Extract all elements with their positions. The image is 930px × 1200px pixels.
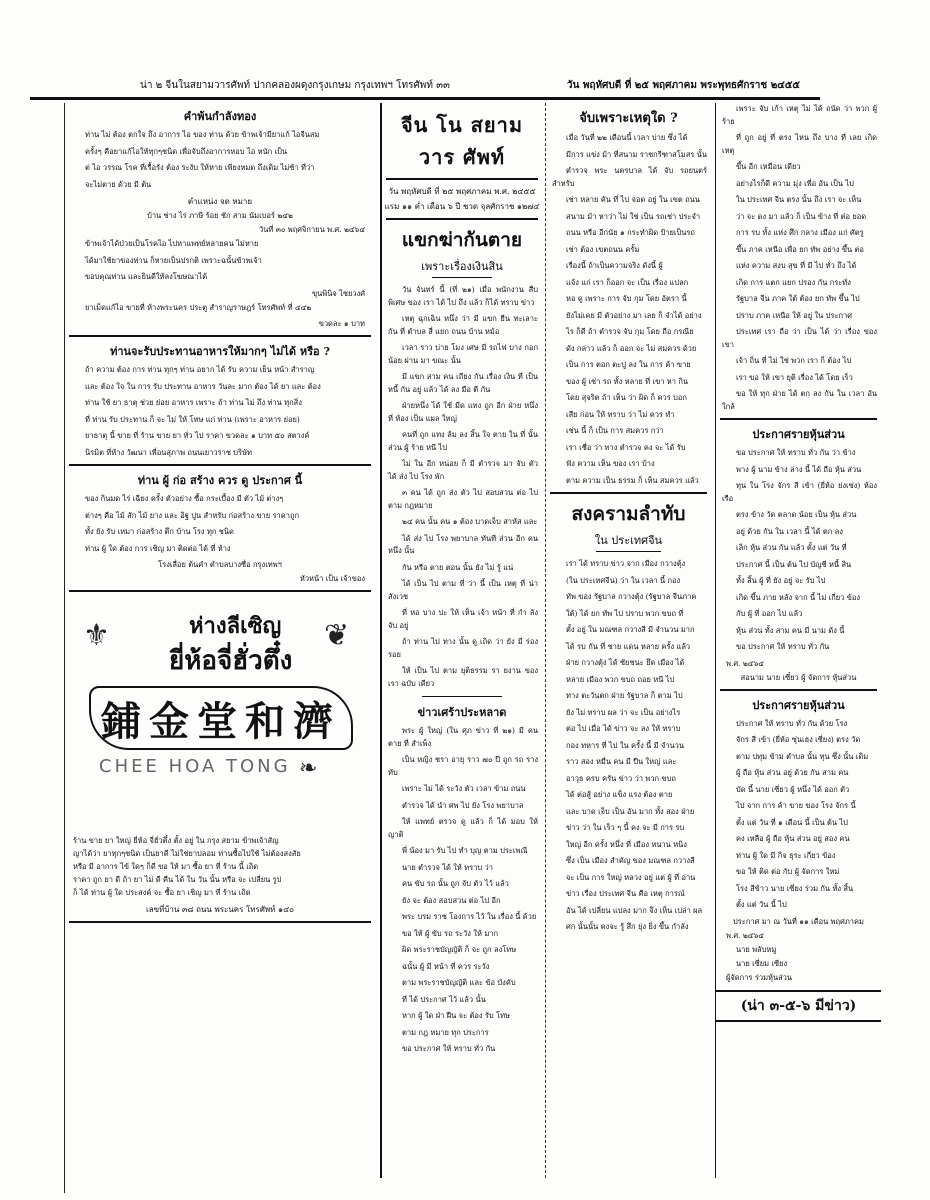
divider [720,689,877,691]
text-line: ให้ เป็น ไป ตาม ยุติธรรม รา ยงาน ของ เรา ฉบับ เดียว [388,666,538,688]
text-line: ท่าน ผู้ ใด ต้อง การ เชิญ มา ติดต่อ ได้ ที่ ห้าง [85,543,231,553]
text-line: ขอ ประกาศ ให้ ทราบ ทั่ว กัน ว่า ข้าง [736,448,856,457]
text-line: ขอ ให้ ทุก ฝ่าย ได้ ตก ลง กัน ใน เวลา อัน ใกล้ [722,389,877,411]
text-line: เช่า ต้อง เขตถนน ครั้ม [566,244,640,254]
text-line: มี แขก สาม คน เถียง กัน เรื่อง เงิน ที่ เป็น หนี้ กัน อยู่ แล้ว ได้ ลง มือ ตี กัน [388,372,538,394]
text-line: ถ้า ท่าน ไป ทาง นั้น ดู เถิด ว่า ยัง มี ร่อง รอย [388,637,538,659]
text-line: ที่ ได้ ประกาศ ไว้ แล้ว นั้น [402,994,486,1004]
notice3-body [71,493,371,555]
column-1 [64,103,375,1193]
notice1-footer [71,302,371,315]
text-line: ใต้) ได้ ยก ทัพ ไป ปราบ พวก ขบถ ที่ [566,608,684,618]
text-line: ทาง ตะวันตก ฝ่าย รัฐบาล ก็ ตาม ไป [566,691,683,700]
text-line: ตั้ง แต่ วัน ที่ ๑ เดือน นี้ เป็น ต้น ไป [736,817,848,827]
text-line: หรือ มี อาการ ไข้ ใดๆ ก็ดี ขอ ให้ มา ซื้อ ยา ที่ ร้าน นี้ เถิด [73,862,259,871]
text-line: ศก นั้นนั้น คงจะ รู้ สึก ยุ่ง ยิ่ง ขึ้น กำลัง [566,922,689,931]
text-line: คน ขับ รถ นั้น ถูก จับ ตัว ไว้ แล้ว [402,879,509,888]
text-line: ครั้งๆ คือยาแก้ไอให้ทุกๆชนิด เพื่อจับถึงอาการหอบ ไอ หนัก เป็น [85,146,288,156]
divider [69,464,371,466]
text-line: เกิด ขึ้น ภาย หลัง จาก นี้ ไม่ เกี่ยว ข้อง [736,592,861,602]
notice1-date: พ.ศ. ๒๔๖๔ [726,658,764,668]
masthead-date-1: วัน พฤหัศบดี ที่ ๒๕ พฤศภาคม พ.ศ. ๒๔๕๕ [388,187,536,196]
text-line: เรา ขอ ให้ เขา ยุติ เรื่อง ได้ โดย เร็ว [736,372,853,382]
text-line: อย่างไรก็ดี ความ มุ่ง เพื่อ อัน เป็น ไป [736,178,854,188]
text-line: (ใน ประเทศจีน) ว่า ใน เวลา นี้ กอง [566,575,681,585]
ornament-icon: ⚜ [83,618,110,653]
notice2-title: ประกาศรายหุ้นส่วน [752,698,845,712]
text-line: ได้ รบ กัน ที่ ชาย แดน หลาย ครั้ง แล้ว [566,641,691,651]
text-line: ขึ้น อีก เหมือน เดียว [736,162,801,171]
text-line: มีการ แข่ง ม้า ที่สนาม ราชกรีฑาสโมสร นั้น [566,149,707,159]
text-line: อาวุธ ครบ ครัน ข่าว ว่า พวก ขบถ [566,773,676,783]
text-line: พาง ผู้ นาม ข้าง ล่าง นี้ ได้ ถือ หุ้น ส่วน [736,464,862,474]
text-line: ขอ ประกาศ ให้ ทราบ ทั่ว กัน [736,642,830,651]
notice1-body [722,447,877,654]
text-line: ที่ หอ บาง ปะ ให้ เห็น เจ้า หน้า ที่ กำ ลัง จับ อยู่ [388,608,538,630]
notice1-body [71,129,371,191]
text-line: คนที่ ถูก แทง ล้ม ลง สิ้น ใจ ตาย ใน ที่ นั้น ส่วน ผู้ ร้าย หนี ไป [388,430,538,452]
notice2-title: ท่านจะรับประทานอาหารให้มากๆ ไม่ได้ หรือ ? [110,345,330,358]
text-line: ตาม กฎ หมาย ทุก ประการ [402,1027,489,1037]
text-line: ที่ ถูก อยู่ ที่ ตรง ไหน ถึง บาง ที่ เลย เกิด เหตุ [722,133,877,155]
letter-address: บ้าน ช่าง ไร่ ภาษี ร้อย ชัก สาม นัมเบอร์ ๒๔๒ [147,211,293,220]
text-line: ถ้า ความ ต้อง การ ท่าน ทุกๆ ท่าน อยาก ได้ รับ ความ เย็น หน้า สำราญ [85,365,315,374]
top-rule [30,97,820,100]
section2-title: ข่าวเศร้าประหลาด [417,706,507,719]
text-line: ท่าน ไม่ ต้อง ตกใจ ถึง อาการ ไอ ของ ท่าน ด้วย ข้าพเจ้ามียาแก้ ไอจีนสม [85,130,320,139]
text-line: แห่ง ความ สงบ สุข ที่ มี ไป ทั่ว ถึง ได้ [736,261,857,270]
text-line: พระ ผู้ ใหญ่ (ใน ศุภ ข่าว ที่ ๒๑) มี คน ตาย ที่ สำเพ็ง [388,726,538,748]
text-line: การ รบ ทั้ง แห่ง ศึก กลาง เมือง แก่ ศัตรู [736,228,864,237]
text-line: ตาม พระราชบัญญัติ และ ข้อ บังคับ [402,978,516,987]
text-line: โรง สีข้าว นาย เซี่ยง ร่วม กัน ทั้ง สิ้น [736,883,854,893]
text-line: ของ กินมด ไร่ เฉียง ครั้ง ตัวอย่าง ซื้อ กระเบื้อง มี ตัว ไม้ ต่างๆ [85,494,284,503]
divider [69,590,371,592]
notice1-subhead: ตำแหน่ง จด หมาย [187,197,253,206]
text-line: และ บาด เจ็บ เป็น อัน มาก ทั้ง สอง ฝ่าย [566,806,695,816]
divider [720,418,877,420]
text-line: ก็ ได้ ท่าน ผู้ ใด ประสงค์ จะ ซื้อ ยา เชิญ มา ที่ ร้าน เถิด [73,888,251,897]
notice3-signature-2: หัวหน้า เป็น เจ้าของ [299,574,365,583]
text-line: ตำรวจ พระ นครบาล ได้ จับ รถยนตร์ สำหรับ [552,166,707,188]
text-line: ทุน ใน โรง จักร สี เข้า (ยี่ห้อ ย่งเซ่ง) ห้อง เรือ [722,481,877,503]
text-line: เพราะ จับ เก้า เหตุ ไม่ ได้ ถนัด ว่า พวก ผู้ ร้าย [722,104,877,126]
text-line: ซึ่ง เป็น เมือง สำคัญ ของ มณฑล กวางสี [566,856,695,865]
text-line: ทัพ ของ รัฐบาล กวางตุ้ง (รัฐบาล จีนภาค [566,592,697,601]
section2-title: สงครามลำทับ [571,503,686,525]
text-line: เลิก หุ้น ส่วน กัน แล้ว ตั้ง แต่ วัน ที่ [736,543,847,552]
text-line: กัน หรือ ตาย ตอน นั้น ยัง ไม่ รู้ แน่ [402,562,514,572]
text-line: ฝ่าย กวางตุ้ง ได้ ชัยชนะ ยึด เมือง ได้ [566,658,685,667]
text-line: ข่าว ว่า ใน เร็ว ๆ นี้ คง จะ มี การ รบ [566,823,685,832]
text-line: ของ ผู้ เช่า รถ ทั้ง หลาย ที่ เขา หา กิน [566,376,688,386]
section1-title: จับเพราะเหตุใด ? [579,111,678,126]
text-line: ตาม ความ เป็น ธรรม ก็ เห็น สมควร แล้ว [566,475,699,485]
divider [386,218,538,220]
text-line: ว่า จะ ดง มา แล้ว ก็ เป็น ข้าง ที่ ต่อ ยอด [736,211,867,221]
text-line: เสีย ก่อน ให้ ทราบ ว่า ไม่ ควร ทำ [566,409,675,419]
text-line: เวลา ราว บ่าย โมง เศษ มี รถไฟ บาง กอก น้อย ผ่าน มา ขณะ นั้น [388,343,538,365]
section1-body2 [552,260,707,487]
notice2-body [722,718,877,912]
signatory: นาย พลับหมู [736,944,777,954]
text-line: ที่ ท่าน รับ ประทาน ก็ จะ ไม่ ให้ โทษ แก่ ท่าน (เพราะ อาหาร ย่อย) [85,414,300,424]
signatory: ผู้จัดการ ร่วมหุ้นส่วน [726,972,792,982]
flourish-icon: ❧ [299,756,318,781]
text-line: ยัง จะ ต้อง สอบสวน ต่อ ไป อีก [402,895,501,905]
ad-body [73,834,367,899]
text-line: นิรมิต ที่ห้าง วัฒนา เพื่อนสุภาพ ถนนเยาวราช บริษัท [85,447,252,457]
text-line: ข่าว เรื่อง ประเทศ จีน คือ เหตุ การณ์ [566,889,685,898]
text-line: ต่างๆ คือ ไม้ สัก ไม้ ยาง และ อิฐ ปูน สำหรับ ก่อสร้าง ขาย ราคาถูก [85,510,300,520]
ad-roman-name: CHEE HOA TONG [99,756,291,777]
text-line: ยังไม่เคย มี ตัวอย่าง มา เลย ก็ จำได้ อย่าง [566,310,702,320]
text-line: ไร ก็ดี ถ้า ตำรวจ จับ กุม โดย ถือ กรณีย [566,327,694,336]
text-line: ให้ แพทย์ ตรวจ ดู แล้ว ก็ ได้ มอบ ให้ ญาติ [388,817,538,839]
text-line: ญาได้ว่า ยาทุกๆชนิด เป็นยาดี ไม่ใช่ยาปลอม ท่านซื้อไปใช้ ไม่ต้องสงสัย [73,849,301,858]
masthead-date-2: แรม ๑๑ ค่ำ เดือน ๖ ปี ชวด จุลศักราช ๑๒๗๔ [384,202,540,211]
text-line: ขอ ให้ ผู้ ขับ รถ ระวัง ให้ มาก [402,928,499,938]
text-line: สนาม ม้า หาว่า ไม่ ใช่ เป็น รถเช่า ประจำ [566,211,701,221]
text-line: ผิด พระราชบัญญัติ ก็ จะ ถูก ลงโทษ [402,945,517,954]
continued-body [722,103,877,413]
text-line: เกิด การ แตก แยก ปรอง กัน กระทั่ง [736,277,851,287]
text-line: ต่ ไอ วรรณ โรค ที่เรื้อรัง ต้อง ระงับ ให้หาย เพียงหมด ถึงเดิม ไม่ช้า ที่ว่า [85,163,315,172]
text-line: เรา เชื่อ ว่า ทาง ตำรวจ คง จะ ได้ รับ [566,442,686,452]
section2-body [552,558,707,934]
notice1-body2 [71,238,371,284]
ornament-icon: ❦ [324,618,350,653]
text-line: ตาม ปทุม ข้าม ตำบล นั้น ทุน ซึ่ง นั้น เดิม [736,751,869,761]
text-line: และ ต้อง ใจ ใน การ รับ ประทาน อาหาร วันละ มาก ต้อง ได้ ยา และ ต้อง [85,381,321,391]
text-line: ได้ เป็น ไป ตาม ที่ ว่า นี้ เป็น เหตุ ที่ น่า สังเวช [388,579,538,601]
text-line: ขึ้น ภาค เหนือ เพื่อ ยก ทัพ อย่าง ขึ้น ต่อ [736,244,864,254]
text-line: ได้มาใช้ยาของท่าน ก็หายเป็นปรกติ เพราะฉนั้นข้าพเจ้า [85,255,262,265]
text-line: ขอบคุณท่าน และยินดีให้ลงโฆษณาได้ [85,272,208,281]
text-line: ประกาศ นี้ เป็น ต้น ไป บัญชี หนี้ สิน [736,559,852,569]
running-head-left: น่า ๒ จีนในสยามวารศัพท์ ปากคลองผดุงกรุงเกษม กรุงเทพฯ โทรศัพท์ ๓๓ [140,80,450,91]
notice1-title: คำพ้นกำลังทอง [183,110,257,123]
text-line: เรา ได้ ทราบ ข่าว จาก เมือง กวางตุ้ง [566,559,686,568]
text-line: ฉนั้น ผู้ มี หน้า ที่ ควร ระวัง [402,961,490,971]
text-line: ได้ ส่ง ไป โรง พยาบาล ทันที ส่วน อีก คน หนึ่ง นั้น [388,533,538,555]
text-line: ท่าน ใช้ ยา ธาตุ ช่วย ย่อย อาหาร เพราะ ถ้า ท่าน ไม่ ถึง ท่าน ทุกสิ่ง [85,398,302,407]
section2-body [388,725,538,1056]
ad-footer: เลขที่บ้าน ๓๘ ถนน พระนคร โทรศัพท์ ๑๔๐ [145,905,295,914]
text-line: ไม่ ใน อีก หน่อย ก็ มี ตำรวจ มา จับ ตัว ได้ ส่ง ไป โรง พัก [388,459,538,481]
text-line: เหตุ ฉุกเฉิน หนึ่ง ว่า มี แขก ยืน ทะเลาะ กัน ที่ ตำบล สี่ แยก ถนน บ้าน หม้อ [388,314,538,336]
continued-on-page: (น่า ๓-๕-๖ มีข่าว) [716,990,881,1022]
masthead: จีน โน สยาม วาร ศัพท์ [400,113,524,169]
notice3-signature-1: โรงเลื่อย ต้นคำ ตำบลบางซื่อ กรุงเทพฯ [158,560,282,569]
text-line: เจ้า ถิ่น ที่ ไม่ ใช่ พวก เรา ก็ ต้อง ไป [736,356,852,365]
text-line: ใน ประเทศ จีน ตรง นั้น ถึง เรา จะ เห็น [736,195,862,204]
running-head [140,78,800,96]
headline: แขกฆ่ากันตาย [401,229,523,251]
letter-date: วันที่ ๓๐ พฤศจิกายน พ.ศ. ๒๔๖๔ [259,225,365,234]
text-line: วัน จันทร์ นี้ (ที่ ๒๑) เมื่อ พนักงาน สืบ พิเศษ ของ เรา ได้ ไป ถึง แล้ว ก็ได้ ทราบ ข่าว [388,285,538,307]
text-line: ตั้ง อยู่ ใน มณฑล กวางสี มี จำนวน มาก [566,625,695,634]
text-line: พี่ น้อง มา รับ ไป ทำ บุญ ตาม ประเพณี [402,846,528,855]
text-line: หลาย เมือง พวก ขบถ ถอย หนี ไป [566,674,675,684]
text-line: ท่าน ผู้ ใด มี กิจ ธุระ เกี่ยว ข้อง [736,850,836,860]
text-line: คง เหลือ ผู้ ถือ หุ้น ส่วน อยู่ สอง คน [736,834,850,843]
text-line: ถนน หรือ อีกนัย ๑ กระทำผิด ป้ายเป็นรถ [566,228,695,237]
text-line: ราว สอง หมื่น คน มี ปืน ใหญ่ และ [566,757,677,766]
text-line: ต่อ ไป เมื่อ ได้ ข่าว จะ ลง ให้ ทราบ [566,724,681,733]
text-line: ตั้ง แต่ วัน นี้ ไป [736,900,787,909]
section1-body [552,132,707,256]
text-line: ยาเม็ดแก้ไอ ขายที่ ห้างพระนคร ประตู สำราญราษฎร์ โทรศัพท์ ที่ ๔๔๒ [85,302,312,312]
text-line: โดย สุจริต ถ้า เห็น ว่า ผิด ก็ ควร บอก [566,393,687,402]
notice3-title: ท่าน ผู้ ก่อ สร้าง ควร ดู ประกาศ นี้ [137,474,303,487]
text-line: ดัง กล่าว แล้ว ก็ ออก จะ ไม่ สมควร ด้วย [566,343,697,353]
text-line: เป็น หญิง ชรา อายุ ราว ๗๐ ปี ถูก รถ ราง ทับ [388,755,538,777]
text-line: ประกาศ ให้ ทราบ ทั่ว กัน ด้วย โรง [736,718,848,728]
column-3 [545,103,711,1178]
notice2-dateline: ประกาศ มา ณ วันที่ ๑๑ เดือน พฤศภาคม [733,916,864,926]
subheadline: เพราะเรื่องเงินสิน [421,260,503,273]
divider [432,277,492,278]
text-line: อยู่ ด้วย กัน ใน เวลา นี้ ได้ ตก ลง [736,526,843,536]
text-line: ฟัง ความ เห็น ของ เรา บ้าง [566,459,655,468]
text-line: จะ เป็น การ ใหญ่ หลวง อยู่ แต่ ผู้ ที่ อ่าน [566,872,696,882]
section2-subtitle: ใน ประเทศจีน [594,534,663,547]
text-line: หุ้น ส่วน ทั้ง สาม คน มี นาม ดัง นี้ [736,625,845,635]
text-line: ปราบ ภาค เหนือ ให้ อยู่ ใน ประกาศ [736,310,853,320]
text-line: ทั้ง ยัง รับ เหมา ก่อสร้าง ตึก บ้าน โรง ทุก ชนิด [85,527,234,536]
ad-thai-line-2: ยี่ห้อจี่ฮั่วตึ๋ง [169,646,293,676]
notice1-signature: สอนาม นาย เซี๋ยว ผู้ จัดการ หุ้นส่วน [740,672,857,682]
notice1-price: ขวดละ ๑ บาท [318,319,365,328]
text-line: หาก ผู้ ใด ฝ่า ฝืน จะ ต้อง รับ โทษ [402,1011,510,1020]
text-line: กับ ผู้ ที่ ออก ไป แล้ว [736,609,803,618]
divider [550,492,707,494]
signatory: นาย เซี่ยม เซียง [736,958,788,968]
column-2 [380,103,542,1178]
text-line: แจ้ง แก่ เรา ก็ออก จะ เป็น เรื่อง แปลก [566,277,689,287]
text-line: รัฐบาล จีน ภาค ใต้ ต้อง ยก ทัพ ขึ้น ไป [736,294,860,303]
text-line: ไป จาก การ ค้า ขาย ของ โรง จักร นี้ [736,801,856,810]
text-line: ร้าน ขาย ยา ใหญ่ ยี่ห้อ จี่ฮั่วตึ๋ง ตั้ง อยู่ ใน กรุง สยาม ข้าพเจ้าสัญ [73,836,279,845]
text-line: ฝ่ายหนึ่ง ได้ ใช้ มีด แทง ถูก อีก ฝ่าย หนึ่ง ที่ ท้อง เป็น แผล ใหญ่ [388,401,538,423]
ad-thai-line-1: ห่างลีเซิญ [189,613,282,639]
notice1-signature: ขุนพินิจ ไชยวงศ์ [312,288,365,298]
text-line: อัน ได้ เปลี่ยน แปลง มาก จึง เห็น เปล่า ผล [566,905,703,915]
text-line: เช่า หลาย คัน ที่ ไป จอด อยู่ ใน เขต ถนน [566,195,700,204]
running-head-right: วัน พฤหัศบดี ที่ ๒๕ พฤศภาคม พระพุทธศักราช ๒๔๕๕ [566,80,800,91]
text-line: เป็น การ ตอก ตะปู ลง ใน การ ค้า ขาย [566,360,691,369]
text-line: พระ บรม ราช โองการ ไว้ ใน เรื่อง นี้ ด้วย [402,912,537,921]
divider [596,551,661,552]
text-line: ๓ คน ได้ ถูก ส่ง ตัว ไป สอบสวน ต่อ ไป ตาม กฎหมาย [388,488,538,510]
text-line: ราคา ถูก ยา ดี ถ้า ยา ไม่ ดี คืน ได้ ใน วัน นั้น หรือ จะ เปลี่ยน รูป [73,875,282,884]
text-line: จะไม่ตาย ด้วย มี ต้น [85,179,152,189]
advertisement-chee-hoa-tong [69,598,371,828]
divider [386,178,538,180]
notice1-title: ประกาศรายหุ้นส่วน [752,428,845,441]
text-line: นาย ตำรวจ ได้ ให้ ทราบ ว่า [402,862,493,872]
text-line: ผู้ ถือ หุ้น ส่วน อยู่ ด้วย กัน สาม คน [736,768,849,777]
text-line: ๒๔ คน นั้น คน ๑ ต้อง บาดเจ็บ สาหัส และ [402,517,538,526]
divider [422,696,502,697]
text-line: ประเทศ เรา ถือ ว่า เป็น ได้ ว่า เรื่อง ของ เขา [722,327,877,349]
text-line: ตรง ข้าง วัด ตลาด น้อย เป็น หุ้น ส่วน [736,510,857,519]
text-line: ยาธาตุ นี้ ขาย ที่ ร้าน ขาย ยา ทั่ว ไป ราคา ขวดละ ๑ บาท ๕๐ สตางค์ [85,431,310,440]
text-line: หอ ดู เพราะ การ จับ กุม โดย อัตรา นี้ [566,294,687,303]
text-line: ใหญ่ อีก ครั้ง หนึ่ง ที่ เมือง หนาน หนิง [566,839,687,849]
text-line: ตำรวจ ได้ นำ ศพ ไป ยัง โรง พยาบาล [402,800,524,810]
text-line: ขอ ให้ ติด ต่อ กับ ผู้ จัดการ ใหม่ [736,867,840,876]
column-4 [715,103,881,1178]
divider [69,335,371,337]
notice2-body [71,364,371,459]
text-line: ได้ ต่อสู้ อย่าง แข็ง แรง ต้อง ตาย [566,790,673,799]
text-line: ทั้ง สิ้น ผู้ ที่ ยัง อยู่ จะ รับ ไป [736,576,826,585]
text-line: ยัง ไม่ ทราบ ผล ว่า จะ เป็น อย่างไร [566,707,681,717]
text-line: จักร สี เข้า (ยี่ห้อ ซุ่นเฮง เซี่ยง) ตรง วัด [736,735,861,744]
notice2-date: พ.ศ. ๒๔๖๔ [726,930,764,940]
text-line: เมื่อ วันที่ ๒๒ เดือนนี้ เวลา บ่าย ซึ่ง ได้ [566,133,688,142]
text-line: กอง ทหาร ที่ ไป ใน ครั้ง นี้ มี จำนวน [566,740,685,750]
text-line: ขอ ประกาศ ให้ ทราบ ทั่ว กัน [402,1044,496,1053]
text-line: บัด นี้ นาย เซี่ยว ผู้ หนึ่ง ได้ ออก ตัว [736,784,850,794]
text-line: เพราะ ไม่ ได้ ระวัง ตัว เวลา ข้าม ถนน [402,784,526,793]
article-body [388,284,538,690]
ad-chinese-banner: 鋪金堂和濟 [89,686,353,750]
text-line: เรื่องนี้ ถ้าเป็นความจริง ดังนี้ ผู้ [566,261,663,270]
divider [69,921,371,923]
text-line: เช่น นี้ ก็ เป็น การ สมควร กว่า [566,426,664,435]
text-line: ข้าพเจ้าได้ป่วยเป็นโรคไอ ไปหาแพทย์หลายคน ไม่หาย [85,239,259,248]
